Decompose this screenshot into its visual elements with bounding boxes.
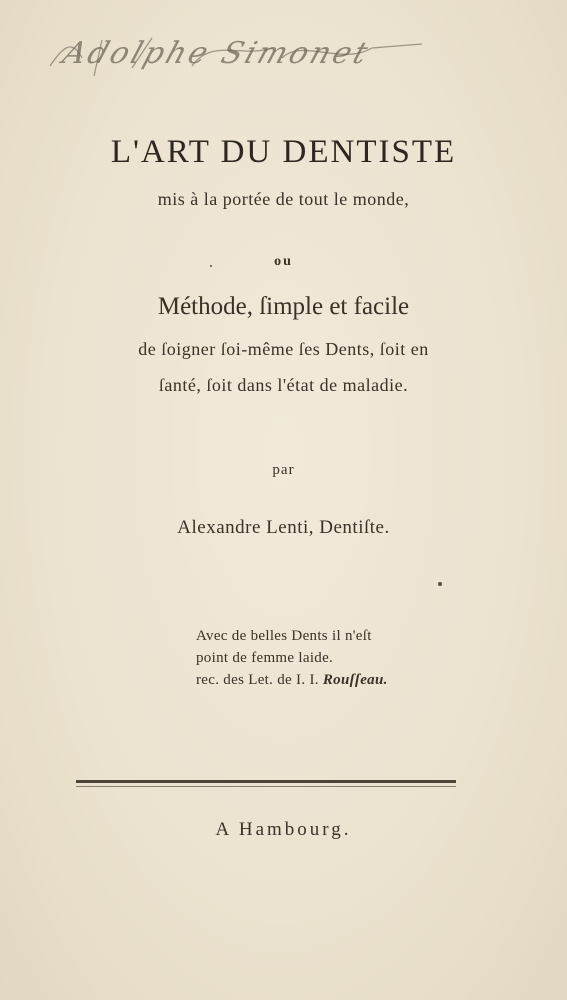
epigraph-source: rec. des Let. de I. I.	[196, 672, 319, 688]
epigraph	[196, 625, 496, 691]
epigraph-attribution	[196, 669, 496, 691]
conjunction-ou: ou	[274, 254, 293, 269]
epigraph-author: Rouſſeau.	[322, 672, 388, 688]
divider-rule	[76, 780, 456, 783]
ink-spot	[438, 582, 442, 586]
author-name: Alexandre Lenti, Dentiſte.	[177, 517, 390, 538]
alternate-title-line-2: de ſoigner ſoi-même ſes Dents, ſoit en	[138, 339, 429, 359]
alternate-title-line-3: ſanté, ſoit dans l'état de maladie.	[158, 375, 409, 395]
alternate-title: Méthode, ſimple et facile	[157, 293, 410, 320]
divider-rule-thin	[76, 786, 456, 787]
by-line: par	[272, 462, 295, 478]
epigraph-line-2: point de femme laide.	[196, 650, 334, 666]
signature-text: Adolphe Simonet	[58, 36, 375, 71]
book-title: L'ART DU DENTISTE	[110, 134, 457, 170]
ink-spot	[210, 265, 212, 267]
handwritten-signature	[42, 18, 442, 88]
imprint-place: A Hambourg.	[215, 819, 352, 840]
book-subtitle: mis à la portée de tout le monde,	[157, 189, 410, 209]
epigraph-line-1: Avec de belles Dents il n'eſt	[196, 628, 372, 644]
